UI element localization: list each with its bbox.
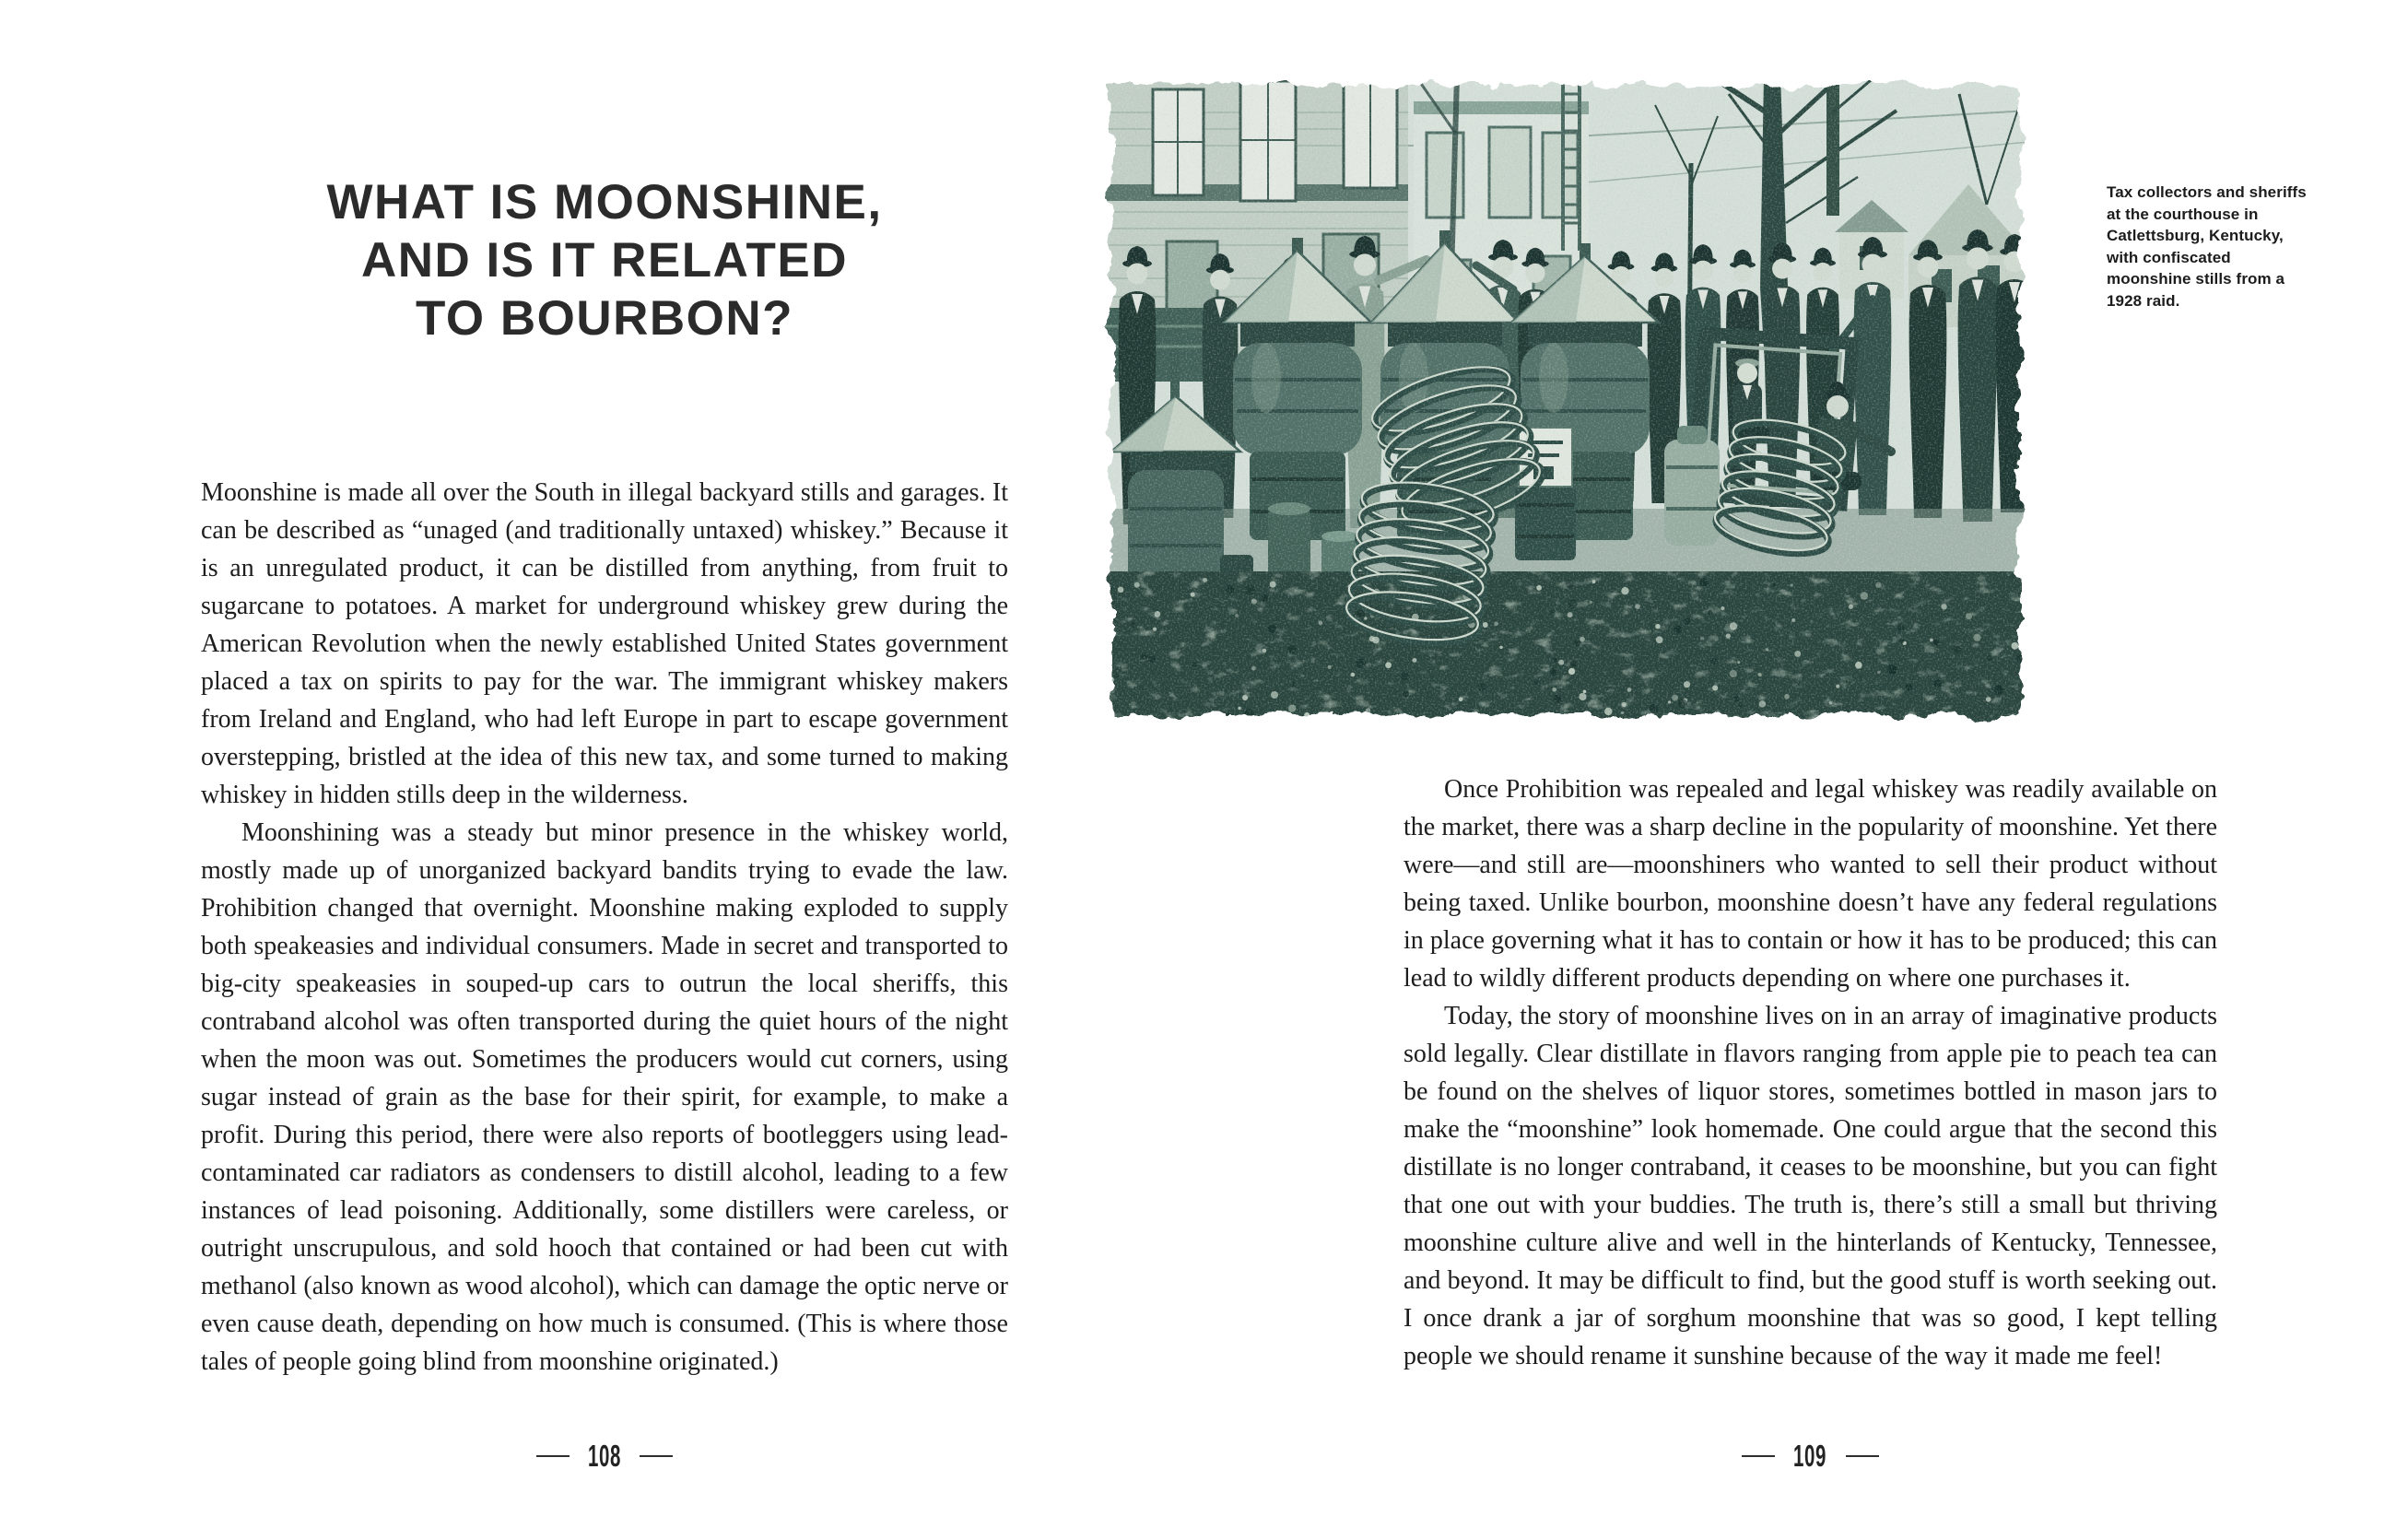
folio-rule — [1846, 1455, 1879, 1458]
title-line-3: TO BOURBON? — [415, 291, 794, 346]
folio-number: 108 — [588, 1439, 621, 1473]
right-page-body — [1404, 770, 2217, 1375]
left-page-body — [201, 474, 1008, 1381]
title-line-2: AND IS IT RELATED — [360, 233, 849, 288]
folio-rule — [1742, 1455, 1775, 1458]
body-paragraph: Once Prohibition was repealed and legal whiskey was readily available on the market, there was a sharp decline in the popularity of moonshine. Yet there were—and still are—moonshiners who wanted to sell their product without being taxed. Unlike bourbon, moonshine doesn’t have any federal regulations in place governing what it has to contain or how it has to be produced; this can lead to wildly different products depending on where one purchases it. — [1404, 775, 2217, 993]
courthouse-raid-photo — [1102, 76, 2029, 724]
page-number-right — [1404, 1438, 2217, 1475]
folio-rule — [640, 1455, 673, 1458]
folio-rule — [536, 1455, 570, 1458]
body-paragraph: Today, the story of moonshine lives on in an array of imaginative products sold legally. Clear distillate in flavors ranging from apple pie to peach tea can be found on the shelves of liquor stores, sometimes bottled in mason jars to make the “moonshine” look homemade. One could argue that the second this distillate is no longer contraband, it ceases to be moonshine, but you can fight that one out with your buddies. The truth is, there’s still a small but thriving moonshine culture alive and well in the hinterlands of Kentucky, Tennessee, and beyond. It may be difficult to find, but the good stuff is worth seeking out. I once drank a jar of sorghum moonshine that was so good, I kept telling people we should rename it sunshine because of the way it made me feel! — [1404, 1002, 2217, 1370]
folio-number: 109 — [1793, 1439, 1827, 1473]
page-number-left — [201, 1438, 1008, 1475]
title-line-1: WHAT IS MOONSHINE, — [326, 175, 883, 229]
photo-caption: Tax collectors and sheriffs at the courthouse in Catlettsburg, Kentucky, with confiscated moonshine stills from a 1928 raid. — [2107, 183, 2307, 310]
body-paragraph: Moonshining was a steady but minor presence in the whiskey world, mostly made up of unorganized backyard bandits trying to evade the law. Prohibition changed that overnight. Moonshine making exploded to supply both speakeasies and individual consumers. Made in secret and transported to big-city speakeasies in souped-up cars to outrun the local sheriffs, this contraband alcohol was often transported during the quiet hours of the night when the moon was out. Sometimes the producers would cut corners, using sugar instead of grain as the base for their spirit, for example, to make a profit. During this period, there were also reports of bootleggers using lead-contaminated car radiators as condensers to distill alcohol, leading to a few instances of lead poisoning. Additionally, some distillers were careless, or outright unscrupulous, and sold hooch that contained or had been cut with methanol (also known as wood alcohol), which can damage the optic nerve or even cause death, depending on how much is consumed. (This is where those tales of people going blind from moonshine originated.) — [201, 818, 1008, 1376]
body-paragraph: Moonshine is made all over the South in illegal backyard stills and garages. It can be described as “unaged (and traditionally untaxed) whiskey.” Because it is an unregulated product, it can be distilled from anything, from fruit to sugarcane to potatoes. A market for underground whiskey grew during the American Revolution when the newly established United States government placed a tax on spirits to pay for the war. The immigrant whiskey makers from Ireland and England, who had left Europe in part to escape government overstepping, bristled at the idea of this new tax, and some turned to making whiskey in hidden stills deep in the wilderness. — [201, 478, 1008, 809]
courthouse-raid-photo-art — [1102, 76, 2029, 724]
page-title — [201, 173, 1008, 347]
